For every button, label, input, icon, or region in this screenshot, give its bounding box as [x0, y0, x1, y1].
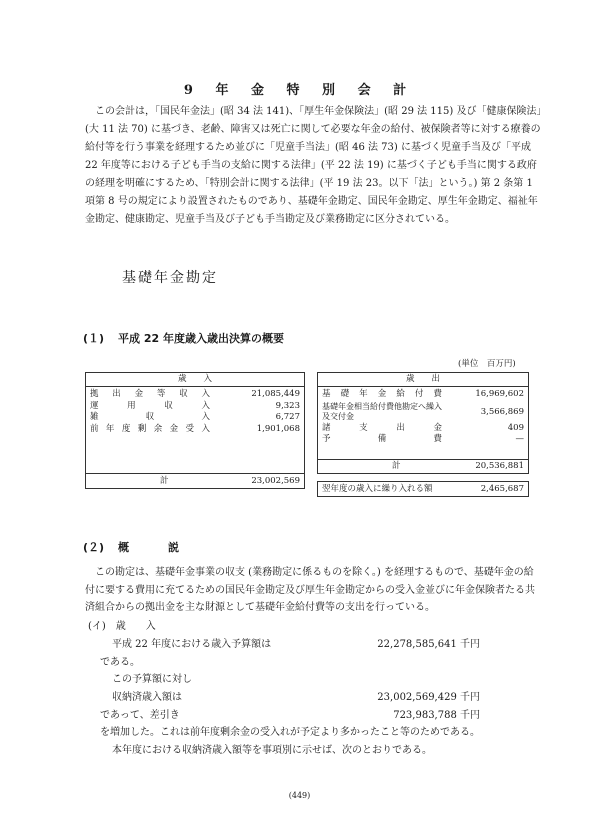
section-heading: 基礎年金勘定: [122, 270, 218, 286]
revenue-row: [90, 424, 300, 436]
revenue-row: [90, 389, 300, 401]
diff-amount: 723,983,788 千円: [393, 710, 480, 721]
expenditure-row-label: 基礎年金給付費: [322, 389, 442, 399]
expenditure-row-label: 予備費: [322, 434, 442, 444]
revenue-total-value: 23,002,569: [251, 476, 300, 486]
expenditure-total-row: [318, 460, 529, 474]
revenue-row-value: 1,901,068: [256, 423, 300, 434]
closing-text: 本年度における収納済歳入額等を事項別に示せば、次のとおりである。: [112, 745, 432, 756]
unit-note: (単位 百万円): [458, 359, 516, 369]
revenue-row-label: 拠出金等収入: [90, 389, 210, 399]
revenue-table: [85, 372, 305, 489]
expenditure-row: [322, 389, 524, 401]
subsection-2-title: 概 説: [118, 541, 193, 554]
revenue-row: [90, 412, 300, 424]
is-text: である。: [100, 657, 140, 668]
expenditure-row-label: 諸支出金: [322, 422, 442, 433]
revenue-total-row: [86, 474, 305, 489]
expenditure-row-value: 16,969,602: [475, 389, 524, 399]
carryover-label: 翌年度の歳入に繰り入れる額: [322, 484, 433, 494]
overview-paragraph: この勘定は、基礎年金事業の収支 (業務勘定に係るものを除く。) を経理するもので、基礎年金の給付に要する費用に充てるための国民年金勘定及び厚生年金勘定からの受入金並びに年金保険者たる共済組合からの拠出金を主な財源として基礎年金給付費等の支出を行っている。: [85, 567, 535, 613]
collected-amount: 23,002,569,429 千円: [377, 692, 480, 703]
expenditure-row-value: 409: [507, 422, 524, 433]
subsection-1-title: 平成 22 年度歳入歳出決算の概要: [118, 332, 284, 345]
expenditure-total-value: 20,536,881: [475, 461, 524, 471]
against-text: この予算額に対し: [112, 674, 192, 685]
collected-text: 収納済歳入額は: [112, 692, 182, 703]
budget-amount: 22,278,585,641 千円: [377, 639, 480, 650]
revenue-header: 歳 入: [86, 373, 305, 387]
revenue-row-value: 21,085,449: [251, 389, 300, 399]
expenditure-row: [322, 423, 524, 435]
carryover-value: 2,465,687: [480, 484, 524, 494]
revenue-row-value: 6,727: [275, 412, 300, 422]
revenue-rows: [86, 387, 305, 474]
subsection-1-number: (１): [83, 332, 105, 345]
revenue-row-value: 9,323: [275, 400, 300, 411]
budget-text: 平成 22 年度における歳入予算額は: [112, 639, 272, 650]
revenue-row-label: 前年度剰余金受入: [90, 423, 210, 434]
expenditure-row-value: —: [515, 434, 524, 444]
expenditure-table: [317, 372, 529, 474]
intro-paragraph: この会計は，「国民年金法」(昭 34 法 141)、「厚生年金保険法」(昭 29 法 115) 及び「健康保険法」(大 11 法 70) に基づき、老齢、障害又は死亡に関して必要な年金の給付、被保険者等に対する療養の給付等を行う事業を経理するため並びに「児童手当法」(昭 46 法 73) に基づく児童手当及び「平成 22 年度等における子ども手当の支給に関する法律」(平 22 法 19) に基づく子ども手当に関する政府の経理を明確にするため、「特別会計に関する法律」(平 19 法 23。以下「法」という。) 第 2 条第 1 項第 8 号の規定により設置されたものであり、基礎年金勘定、国民年金勘定、厚生年金勘定、福祉年金勘定、健康勘定、児童手当及び子ども手当勘定及び業務勘定に区分されている。: [85, 106, 542, 225]
expenditure-row-value: 3,566,869: [480, 406, 524, 417]
revenue-row-label: 雑収入: [90, 412, 210, 422]
page-title: 9 年 金 特 別 会 計: [183, 83, 416, 98]
carryover-row: [318, 482, 529, 497]
expenditure-header: 歳 出: [318, 373, 529, 387]
revenue-row: [90, 401, 300, 413]
expenditure-row-label: 基礎年金相当給付費他勘定へ繰入及交付金: [322, 401, 442, 421]
increase-text: を増加した。これは前年度剰余金の受入れが予定より多かったこと等のためである。: [100, 727, 480, 738]
expenditure-total-label: 計: [392, 461, 401, 471]
revenue-total-label: 計: [160, 476, 169, 486]
expenditure-rows: [318, 387, 529, 460]
revenue-row-label: 運用収入: [90, 400, 210, 411]
carryover-table: [317, 481, 529, 497]
page-number: (449): [288, 791, 311, 800]
expenditure-row: [322, 434, 524, 446]
diff-text: であって、差引き: [100, 710, 180, 721]
revenue-item-label: (イ) 歳 入: [88, 621, 156, 632]
expenditure-row: [322, 401, 524, 423]
subsection-2-number: (２): [83, 541, 105, 554]
